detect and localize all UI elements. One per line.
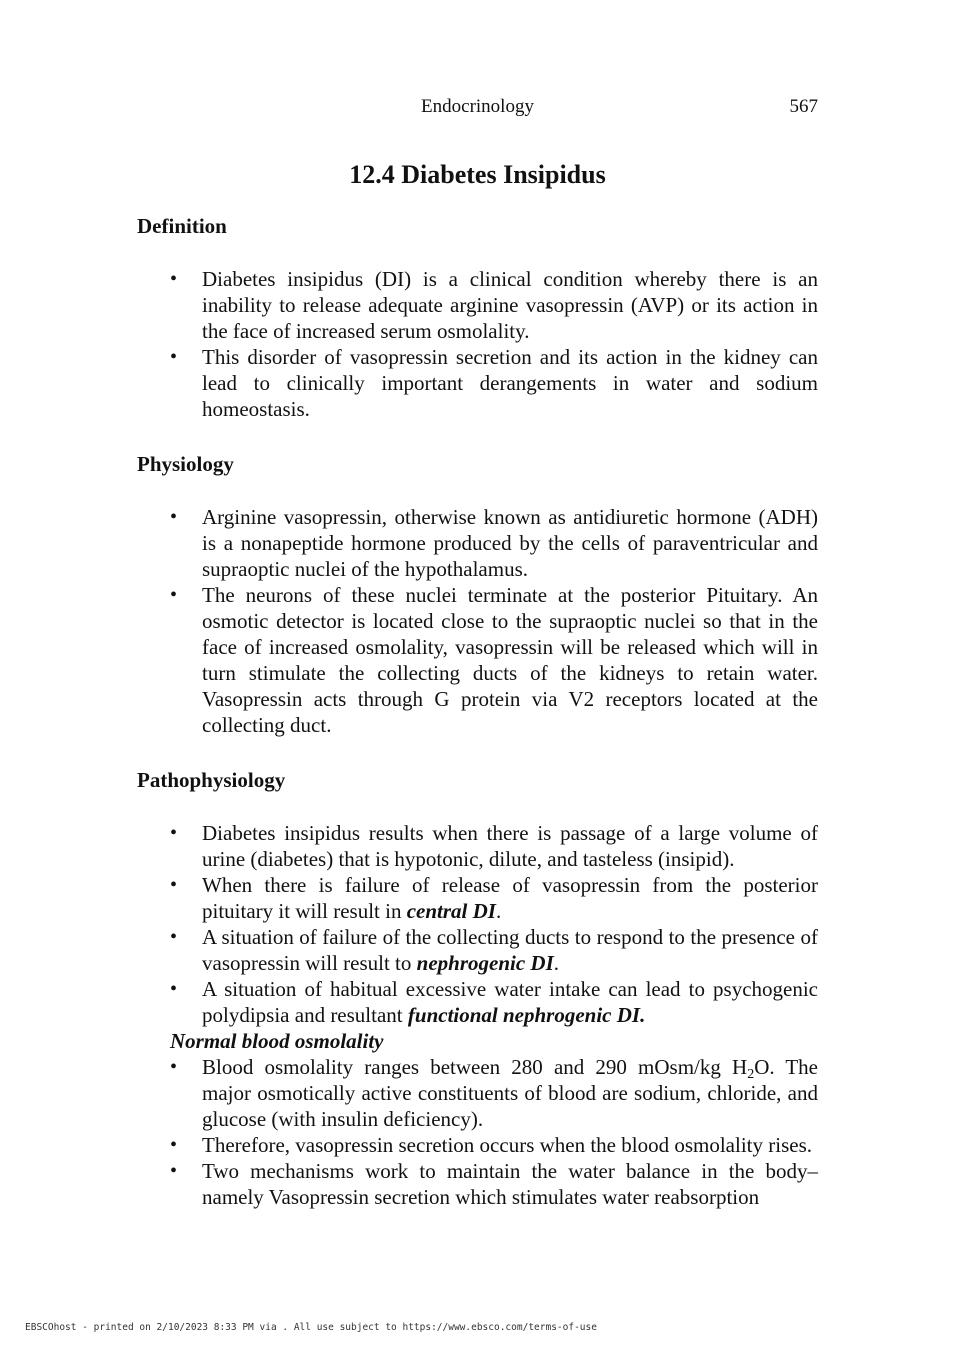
list-item: • This disorder of vasopressin secretion and its action in the kidney can lead to clinically important derangements in water and sodium homeostasis. — [137, 344, 818, 422]
normal-blood-osmolality-subheading: Normal blood osmolality — [170, 1029, 384, 1053]
emphasis-functional-nephrogenic-di: functional nephrogenic DI. — [407, 1003, 646, 1027]
chapter-title: 12.4 Diabetes Insipidus — [349, 160, 606, 189]
physiology-heading: Physiology — [137, 452, 234, 476]
running-header — [137, 96, 818, 122]
page-body — [137, 212, 818, 1210]
list-item: • Diabetes insipidus (DI) is a clinical condition whereby there is an inability to release adequate arginine vasopressin (AVP) or its action in the face of increased serum osmolality. — [137, 266, 818, 344]
subscript: 2 — [747, 1067, 755, 1082]
bullet-text: O. The major osmotically active constituents of blood are sodium, chloride, and glucose (with insulin deficiency). — [202, 1055, 819, 1131]
definition-list — [137, 266, 818, 422]
bullet-text: . — [553, 951, 560, 975]
list-item — [137, 976, 818, 1028]
pathophysiology-heading: Pathophysiology — [137, 768, 286, 792]
list-item — [137, 872, 818, 924]
list-item: • The neurons of these nuclei terminate at the posterior Pituitary. An osmotic detector is located close to the supraoptic nuclei so that in the face of increased osmolality, vasopressin will be released which will in turn stimulate the collecting ducts of the kidneys to retain water. Vasopressin acts through G protein via V2 receptors located at the collecting duct. — [137, 582, 818, 738]
page-number: 567 — [789, 96, 818, 117]
definition-heading: Definition — [137, 214, 227, 238]
bullet-text: Blood osmolality ranges between 280 and 290 mOsm/kg H — [202, 1055, 748, 1079]
physiology-list — [137, 504, 818, 738]
bullet-text: . — [495, 899, 502, 923]
emphasis-nephrogenic-di: nephrogenic DI — [416, 951, 554, 975]
print-footer: EBSCOhost - printed on 2/10/2023 8:33 PM via . All use subject to https://www.ebsco.com/terms-of-use — [25, 1322, 597, 1333]
list-item — [137, 1054, 818, 1132]
list-item: • Two mechanisms work to maintain the water balance in the body– namely Vasopressin secretion which stimulates water reabsorption — [137, 1158, 818, 1210]
running-title: Endocrinology — [421, 96, 534, 117]
bullet-text: A situation of failure of the collecting ducts to respond to the presence of vasopressin will result to — [202, 925, 818, 975]
list-item: • Arginine vasopressin, otherwise known as antidiuretic hormone (ADH) is a nonapeptide hormone produced by the cells of paraventricular and supraoptic nuclei of the hypothalamus. — [137, 504, 818, 582]
bullet-text: When there is failure of release of vasopressin from the posterior pituitary it will result in — [202, 873, 818, 923]
normal-blood-osmolality-list — [137, 1054, 818, 1210]
bullet-text: A situation of habitual excessive water intake can lead to psychogenic polydipsia and resultant — [202, 977, 818, 1027]
pathophysiology-list — [137, 820, 818, 1028]
list-item — [137, 924, 818, 976]
emphasis-central-di: central DI — [406, 899, 496, 923]
list-item: • Diabetes insipidus results when there is passage of a large volume of urine (diabetes) that is hypotonic, dilute, and tasteless (insipid). — [137, 820, 818, 872]
list-item: • Therefore, vasopressin secretion occurs when the blood osmolality rises. — [137, 1132, 818, 1158]
